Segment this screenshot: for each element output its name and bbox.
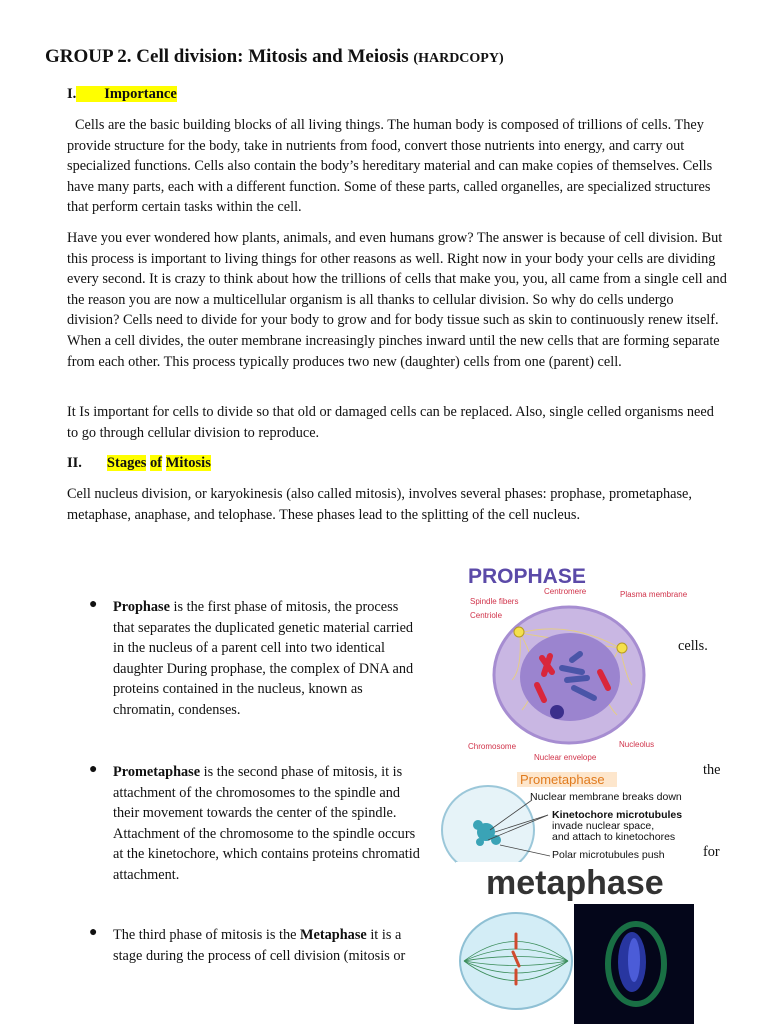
bullet-dot: ● (89, 762, 98, 777)
side-text-for: for (703, 844, 720, 860)
svg-text:Plasma membrane: Plasma membrane (620, 590, 688, 599)
bullet-dot: ● (89, 925, 98, 940)
term: Metaphase (300, 927, 367, 943)
svg-text:invade nuclear space,: invade nuclear space, (552, 820, 655, 832)
bullet-text: is the first phase of mitosis, the process that separates the duplicated genetic material carried in the nucleus of a parent cell into two identical daughter (113, 599, 414, 677)
section-label: Importance (76, 86, 177, 102)
paragraph-3: It Is important for cells to divide so that old or damaged cells can be replaced. Also, single celled organisms need to go through cellular division to reproduce. (67, 404, 714, 441)
term: Prometaphase (113, 764, 201, 780)
svg-text:Nucleolus: Nucleolus (619, 740, 655, 749)
svg-text:Centriole: Centriole (470, 611, 503, 620)
bullet-text-2: During prophase, the complex of DNA and proteins contained in the nucleus, known as chromatin, condenses. (113, 660, 414, 718)
svg-text:Chromosome: Chromosome (468, 742, 517, 751)
prometaphase-title: Prometaphase (520, 772, 605, 787)
section-label-mitosis: Mitosis (165, 455, 211, 471)
prophase-diagram (462, 560, 688, 765)
svg-text:Centromere: Centromere (544, 587, 587, 596)
page-title (45, 46, 504, 68)
metaphase-diagram (456, 862, 694, 1024)
prophase-title: PROPHASE (468, 565, 586, 588)
bullet-text: it is a stage during the process of cell division (mitosis or (113, 927, 406, 964)
metaphase-title: metaphase (486, 864, 664, 902)
svg-text:Kinetochore microtubules: Kinetochore microtubules (552, 809, 683, 821)
section-heading-stages (67, 455, 211, 472)
term: Prophase (113, 599, 170, 615)
stages-intro: Cell nucleus division, or karyokinesis (also called mitosis), involves several phases: prophase, prometaphase, metaphase, anaphase, and telophase. These phases lead to the splitting of the cell nucleus. (67, 486, 692, 523)
section-number: II. (67, 455, 82, 471)
section-number: I. (67, 86, 77, 102)
side-text-the: the (703, 762, 721, 778)
title-main: GROUP 2. Cell division: Mitosis and Meiosis (45, 46, 409, 67)
section-label-of: of (150, 455, 163, 471)
side-text-cells: cells. (678, 638, 708, 654)
bullet-text-pre: The third phase of mitosis is the (113, 927, 301, 943)
svg-text:Nuclear envelope: Nuclear envelope (534, 753, 597, 762)
bullet-dot: ● (89, 597, 98, 612)
bullet-text: is the second phase of mitosis, it is attachment of the chromosomes to the spindle and their movement towards the center of the spindle. Attachment of the chromosome to the spindle occurs at the kinetochore, which contains proteins chromatid attachment. (113, 764, 420, 883)
title-tag: (HARDCOPY) (413, 51, 504, 66)
svg-text:Polar microtubules push: Polar microtubules push (552, 849, 665, 861)
section-label-stages: Stages (106, 455, 147, 471)
paragraph-2: Have you ever wondered how plants, animals, and even humans grow? The answer is because of cell division. But this process is important to living things for other reasons as well. Right now in your body your cells are dividing every second. It is crazy to think about how the trillions of cells that make you, you, all came from a single cell and the reason you are now a multicellular organism is all thanks to cellular division. So why do cells undergo division? Cells need to divide for your body to grow and for body tissue such as skin to continuously renew itself. When a cell divides, the outer membrane increasingly pinches inward until the new cells that are forming separate from each other. This process typically produces two new (daughter) cells from one (parent) cell. (67, 230, 727, 370)
svg-text:Spindle fibers: Spindle fibers (470, 597, 519, 606)
section-heading-importance (67, 86, 177, 103)
prometaphase-diagram (440, 770, 695, 865)
paragraph-1: Cells are the basic building blocks of all living things. The human body is composed of trillions of cells. They provide structure for the body, take in nutrients from food, convert those nutrients into energy, and carry out specialized functions. Cells also contain the body’s hereditary material and can make copies of themselves. Cells have many parts, each with a different function. Some of these parts, called organelles, are specialized structures that perform certain tasks within the cell. (67, 117, 713, 216)
bullet-metaphase (113, 925, 423, 966)
svg-text:and attach to kinetochores: and attach to kinetochores (552, 831, 676, 843)
bullet-prophase (113, 597, 423, 721)
bullet-prometaphase (113, 762, 423, 886)
svg-text:Nuclear membrane breaks down: Nuclear membrane breaks down (530, 791, 682, 803)
